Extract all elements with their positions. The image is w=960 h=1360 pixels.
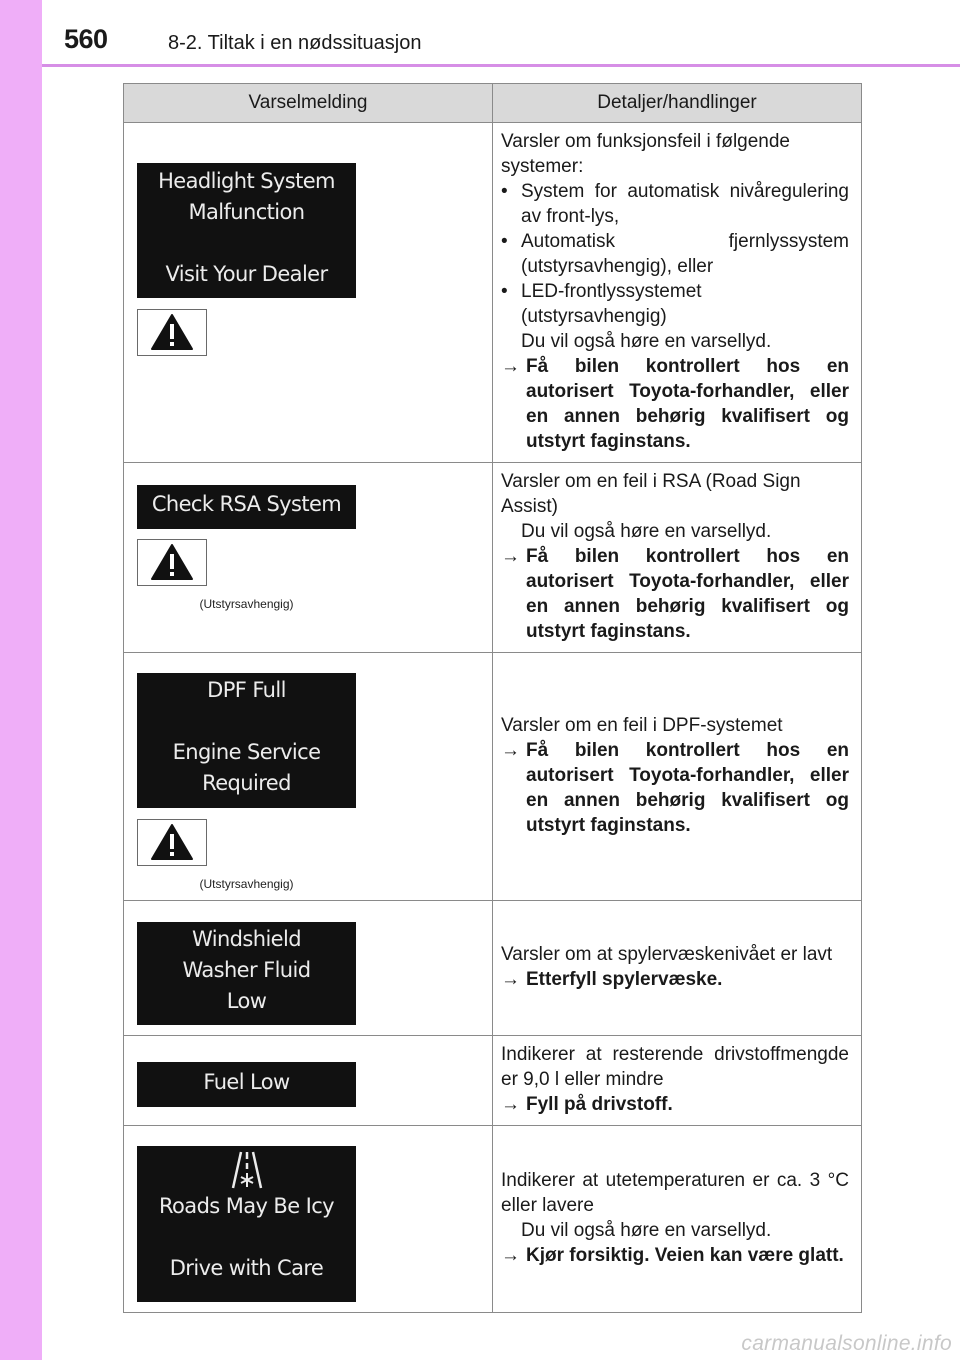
- details-intro: Varsler om at spylervæskenivået er lavt: [501, 944, 833, 965]
- details-note: Du vil også høre en varsellyd.: [521, 1220, 772, 1241]
- message-line: Headlight System: [158, 169, 335, 193]
- warning-triangle-icon: [150, 313, 194, 351]
- column-header-message: Varselmelding: [124, 84, 493, 123]
- arrow-icon: →: [501, 969, 520, 990]
- message-display: [137, 163, 356, 298]
- details-note: Du vil også høre en varsellyd.: [521, 331, 772, 352]
- action-text: Kjør forsiktig. Veien kan være glatt.: [526, 1245, 844, 1266]
- message-line: Washer Fluid: [182, 958, 311, 982]
- message-line: Roads May Be Icy: [159, 1194, 334, 1218]
- message-cell: [124, 901, 493, 1036]
- message-cell: [124, 1036, 493, 1126]
- details-action: [501, 967, 849, 992]
- list-item: [501, 279, 849, 329]
- action-text: Få bilen kontrollert hos en autorisert Toyota-forhandler, eller en annen behørig kvalifisert og utstyrt faginstans.: [526, 740, 849, 836]
- details-intro: Varsler om funksjonsfeil i følgende systemer:: [501, 131, 790, 177]
- optional-equipment-label: (Utstyrsavhengig): [199, 877, 294, 891]
- header-divider: [42, 64, 960, 67]
- message-display: [137, 1062, 356, 1107]
- details-intro: Indikerer at utetemperaturen er ca. 3 °C eller lavere: [501, 1170, 849, 1216]
- details-action: [501, 354, 849, 454]
- page-side-tab: [0, 0, 42, 1360]
- message-line: [137, 709, 356, 740]
- action-text: Få bilen kontrollert hos en autorisert Toyota-forhandler, eller en annen behørig kvalifisert og utstyrt faginstans.: [526, 546, 849, 642]
- section-title: 8-2. Tiltak i en nødssituasjon: [168, 32, 422, 54]
- details-cell: [493, 123, 862, 463]
- road-ice-icon: [230, 1150, 264, 1190]
- list-item: [501, 229, 849, 279]
- bullet-text: LED-frontlyssystemet (utstyrsavhengig): [521, 281, 702, 327]
- bullet-text: System for automatisk nivåregulering av front-lys,: [521, 181, 849, 227]
- message-display: [137, 485, 356, 529]
- arrow-icon: →: [501, 740, 520, 761]
- details-intro: Varsler om en feil i DPF-systemet: [501, 715, 783, 736]
- message-cell: [124, 1126, 493, 1313]
- message-line: Low: [226, 989, 267, 1013]
- table-row: [124, 463, 862, 653]
- arrow-icon: →: [501, 356, 520, 377]
- action-text: Fyll på drivstoff.: [526, 1094, 673, 1115]
- warning-triangle-icon: [150, 543, 194, 581]
- watermark: carmanualsonline.info: [741, 1332, 952, 1355]
- table-row: [124, 901, 862, 1036]
- page-number: 560: [64, 24, 108, 54]
- optional-equipment-label: (Utstyrsavhengig): [199, 597, 294, 611]
- message-line: DPF Full: [207, 678, 286, 702]
- message-display: [137, 673, 356, 808]
- message-cell: [124, 123, 493, 463]
- message-cell: [124, 463, 493, 653]
- message-cell: [124, 653, 493, 901]
- table-row: [124, 653, 862, 901]
- details-cell: [493, 901, 862, 1036]
- warning-symbol-box: [137, 539, 207, 586]
- message-line: Fuel Low: [203, 1070, 290, 1094]
- table-header-row: [124, 84, 862, 123]
- arrow-icon: →: [501, 1245, 520, 1266]
- bullet-mark: •: [501, 231, 508, 252]
- bullet-mark: •: [501, 181, 508, 202]
- details-action: [501, 738, 849, 838]
- table-row: [124, 123, 862, 463]
- list-item: [501, 179, 849, 229]
- warning-triangle-icon: [150, 823, 194, 861]
- details-note: Du vil også høre en varsellyd.: [521, 521, 772, 542]
- message-line: [137, 1228, 356, 1256]
- message-line: Check RSA System: [151, 492, 342, 516]
- details-cell: [493, 1126, 862, 1313]
- table-row: [124, 1036, 862, 1126]
- arrow-icon: →: [501, 546, 520, 567]
- table-row: [124, 1126, 862, 1313]
- message-line: Malfunction: [188, 200, 305, 224]
- details-cell: [493, 653, 862, 901]
- message-line: Engine Service: [172, 740, 321, 764]
- message-display: [137, 1146, 356, 1302]
- message-line: Visit Your Dealer: [165, 262, 328, 286]
- details-intro: Varsler om en feil i RSA (Road Sign Assist): [501, 471, 801, 517]
- message-line: [137, 231, 356, 262]
- details-cell: [493, 1036, 862, 1126]
- details-action: [501, 1092, 849, 1117]
- warning-symbol-box: [137, 819, 207, 866]
- warning-symbol-box: [137, 309, 207, 356]
- details-action: [501, 1243, 849, 1268]
- details-cell: [493, 463, 862, 653]
- bullet-text: Automatisk fjernlyssystem (utstyrsavhengig), eller: [521, 231, 849, 277]
- message-line: Windshield: [192, 927, 301, 951]
- message-display: [137, 922, 356, 1025]
- ice-icon-wrap: [137, 1150, 356, 1194]
- details-action: [501, 544, 849, 644]
- warning-message-table: [123, 83, 862, 1313]
- arrow-icon: →: [501, 1094, 520, 1115]
- column-header-details: Detaljer/handlinger: [493, 84, 862, 123]
- action-text: Etterfyll spylervæske.: [526, 969, 723, 990]
- message-line: Drive with Care: [169, 1256, 324, 1280]
- message-line: Required: [202, 771, 291, 795]
- bullet-mark: •: [501, 281, 508, 302]
- action-text: Få bilen kontrollert hos en autorisert Toyota-forhandler, eller en annen behørig kvalifisert og utstyrt faginstans.: [526, 356, 849, 452]
- details-intro: Indikerer at resterende drivstoffmengde er 9,0 l eller mindre: [501, 1044, 849, 1090]
